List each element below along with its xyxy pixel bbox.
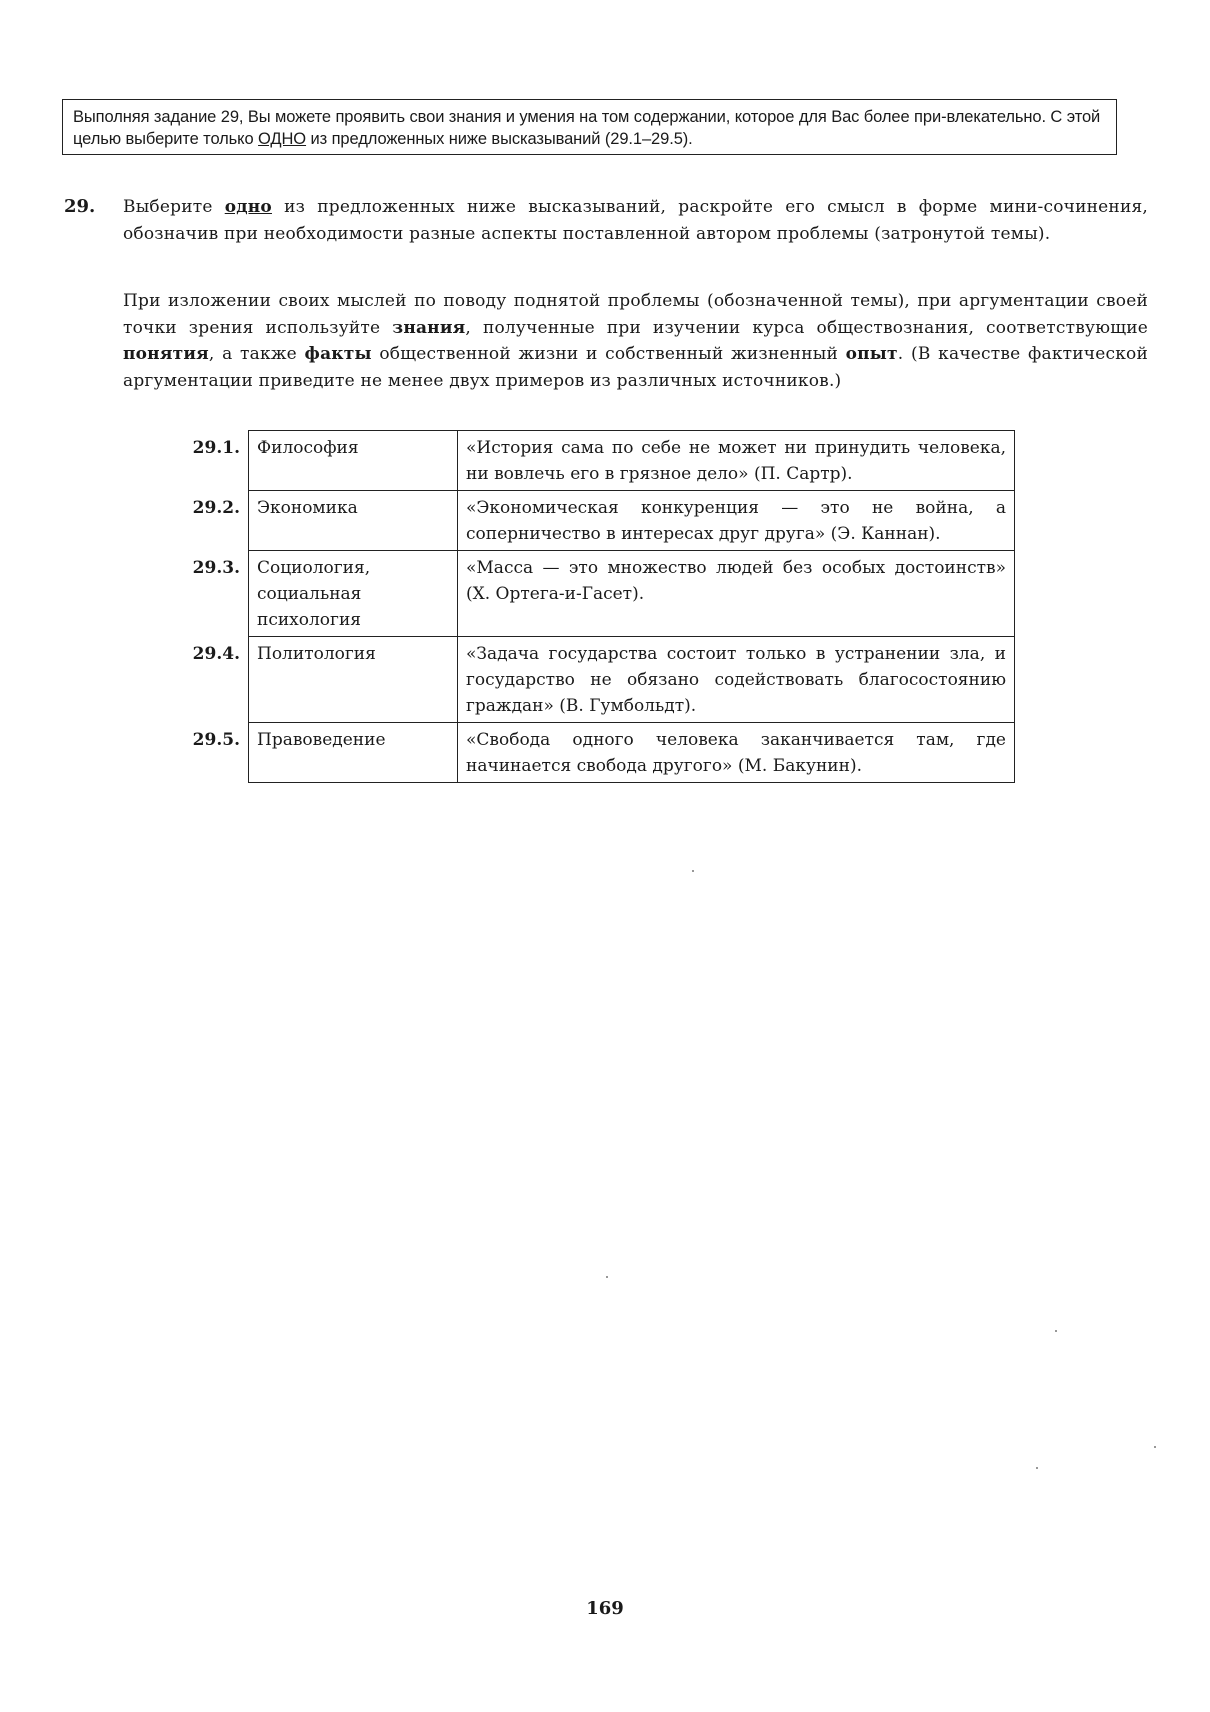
instruction-box bbox=[62, 99, 1117, 155]
topic-number: 29.5. bbox=[192, 729, 240, 750]
p1-text-b: из предложенных ниже высказываний, раскройте его смысл в форме мини-сочинения, обозначив при необходимости разные аспекты поставленной автором проблемы (затронутой темы). bbox=[123, 197, 1148, 244]
p2-text-d: общественной жизни и собственный жизненный bbox=[371, 344, 846, 364]
scan-speck bbox=[1036, 1467, 1038, 1469]
topic-quote: «Задача государства состоит только в устранении зла, и государство не обязано содействовать благосостоянию граждан» (В. Гумбольдт). bbox=[458, 637, 1015, 723]
p2-text-c: , а также bbox=[208, 344, 305, 364]
scan-speck bbox=[1154, 1446, 1156, 1448]
topic-quote: «Свобода одного человека заканчивается там, где начинается свобода другого» (М. Бакунин). bbox=[458, 723, 1015, 783]
topic-number: 29.3. bbox=[192, 557, 240, 578]
scan-speck bbox=[1055, 1330, 1057, 1332]
table-row bbox=[180, 491, 1015, 551]
p2-keyword-knowledge: знания bbox=[392, 317, 466, 338]
topic-quote: «Масса — это множество людей без особых достоинств» (Х. Ортега-и-Гасет). bbox=[458, 551, 1015, 637]
topic-subject: Политология bbox=[249, 637, 458, 723]
table-row bbox=[180, 431, 1015, 491]
p2-text-a: При изложении своих мыслей по поводу поднятой проблемы (обозначенной темы), при аргументации своей точки зрения используйте bbox=[123, 291, 1148, 338]
scan-speck bbox=[692, 870, 694, 872]
table-row bbox=[180, 551, 1015, 637]
notice-emphasis: ОДНО bbox=[258, 130, 307, 148]
scan-speck bbox=[606, 1276, 608, 1278]
notice-text-before: Выполняя задание 29, Вы можете проявить свои знания и умения на том содержании, которое для Вас более при-влекательно. С этой целью выберите только bbox=[73, 108, 1101, 148]
task-paragraph-2 bbox=[123, 288, 1148, 394]
topic-subject: Правоведение bbox=[249, 723, 458, 783]
p1-text-a: Выберите bbox=[123, 197, 225, 217]
topic-subject: Экономика bbox=[249, 491, 458, 551]
topic-quote: «История сама по себе не может ни принудить человека, ни вовлечь его в грязное дело» (П. Сартр). bbox=[458, 431, 1015, 491]
topic-number: 29.2. bbox=[192, 497, 240, 518]
table-row bbox=[180, 637, 1015, 723]
p2-keyword-concepts: понятия bbox=[123, 344, 209, 364]
topic-quote: «Экономическая конкуренция — это не война, а соперничество в интересах друг друга» (Э. Каннан). bbox=[458, 491, 1015, 551]
p2-keyword-facts: факты bbox=[304, 344, 372, 364]
task-paragraph-1 bbox=[123, 194, 1148, 247]
p1-emphasis: одно bbox=[224, 197, 272, 217]
p2-text-b: , полученные при изучении курса обществознания, соответствующие bbox=[465, 317, 1148, 338]
table-row bbox=[180, 723, 1015, 783]
page-number: 169 bbox=[586, 1598, 624, 1619]
task-number: 29. bbox=[64, 196, 96, 217]
p2-text-e: . (В качестве фактической аргументации приведите не менее двух примеров из различных источников.) bbox=[123, 344, 1148, 391]
topic-number: 29.4. bbox=[192, 643, 240, 664]
topic-number: 29.1. bbox=[192, 437, 240, 458]
p2-keyword-experience: опыт bbox=[845, 344, 898, 364]
topic-subject: Социология, социальная психология bbox=[249, 551, 458, 637]
notice-text-after: из предложенных ниже высказываний (29.1–29.5). bbox=[306, 130, 693, 148]
topic-subject: Философия bbox=[249, 431, 458, 491]
topics-table bbox=[180, 430, 1015, 783]
